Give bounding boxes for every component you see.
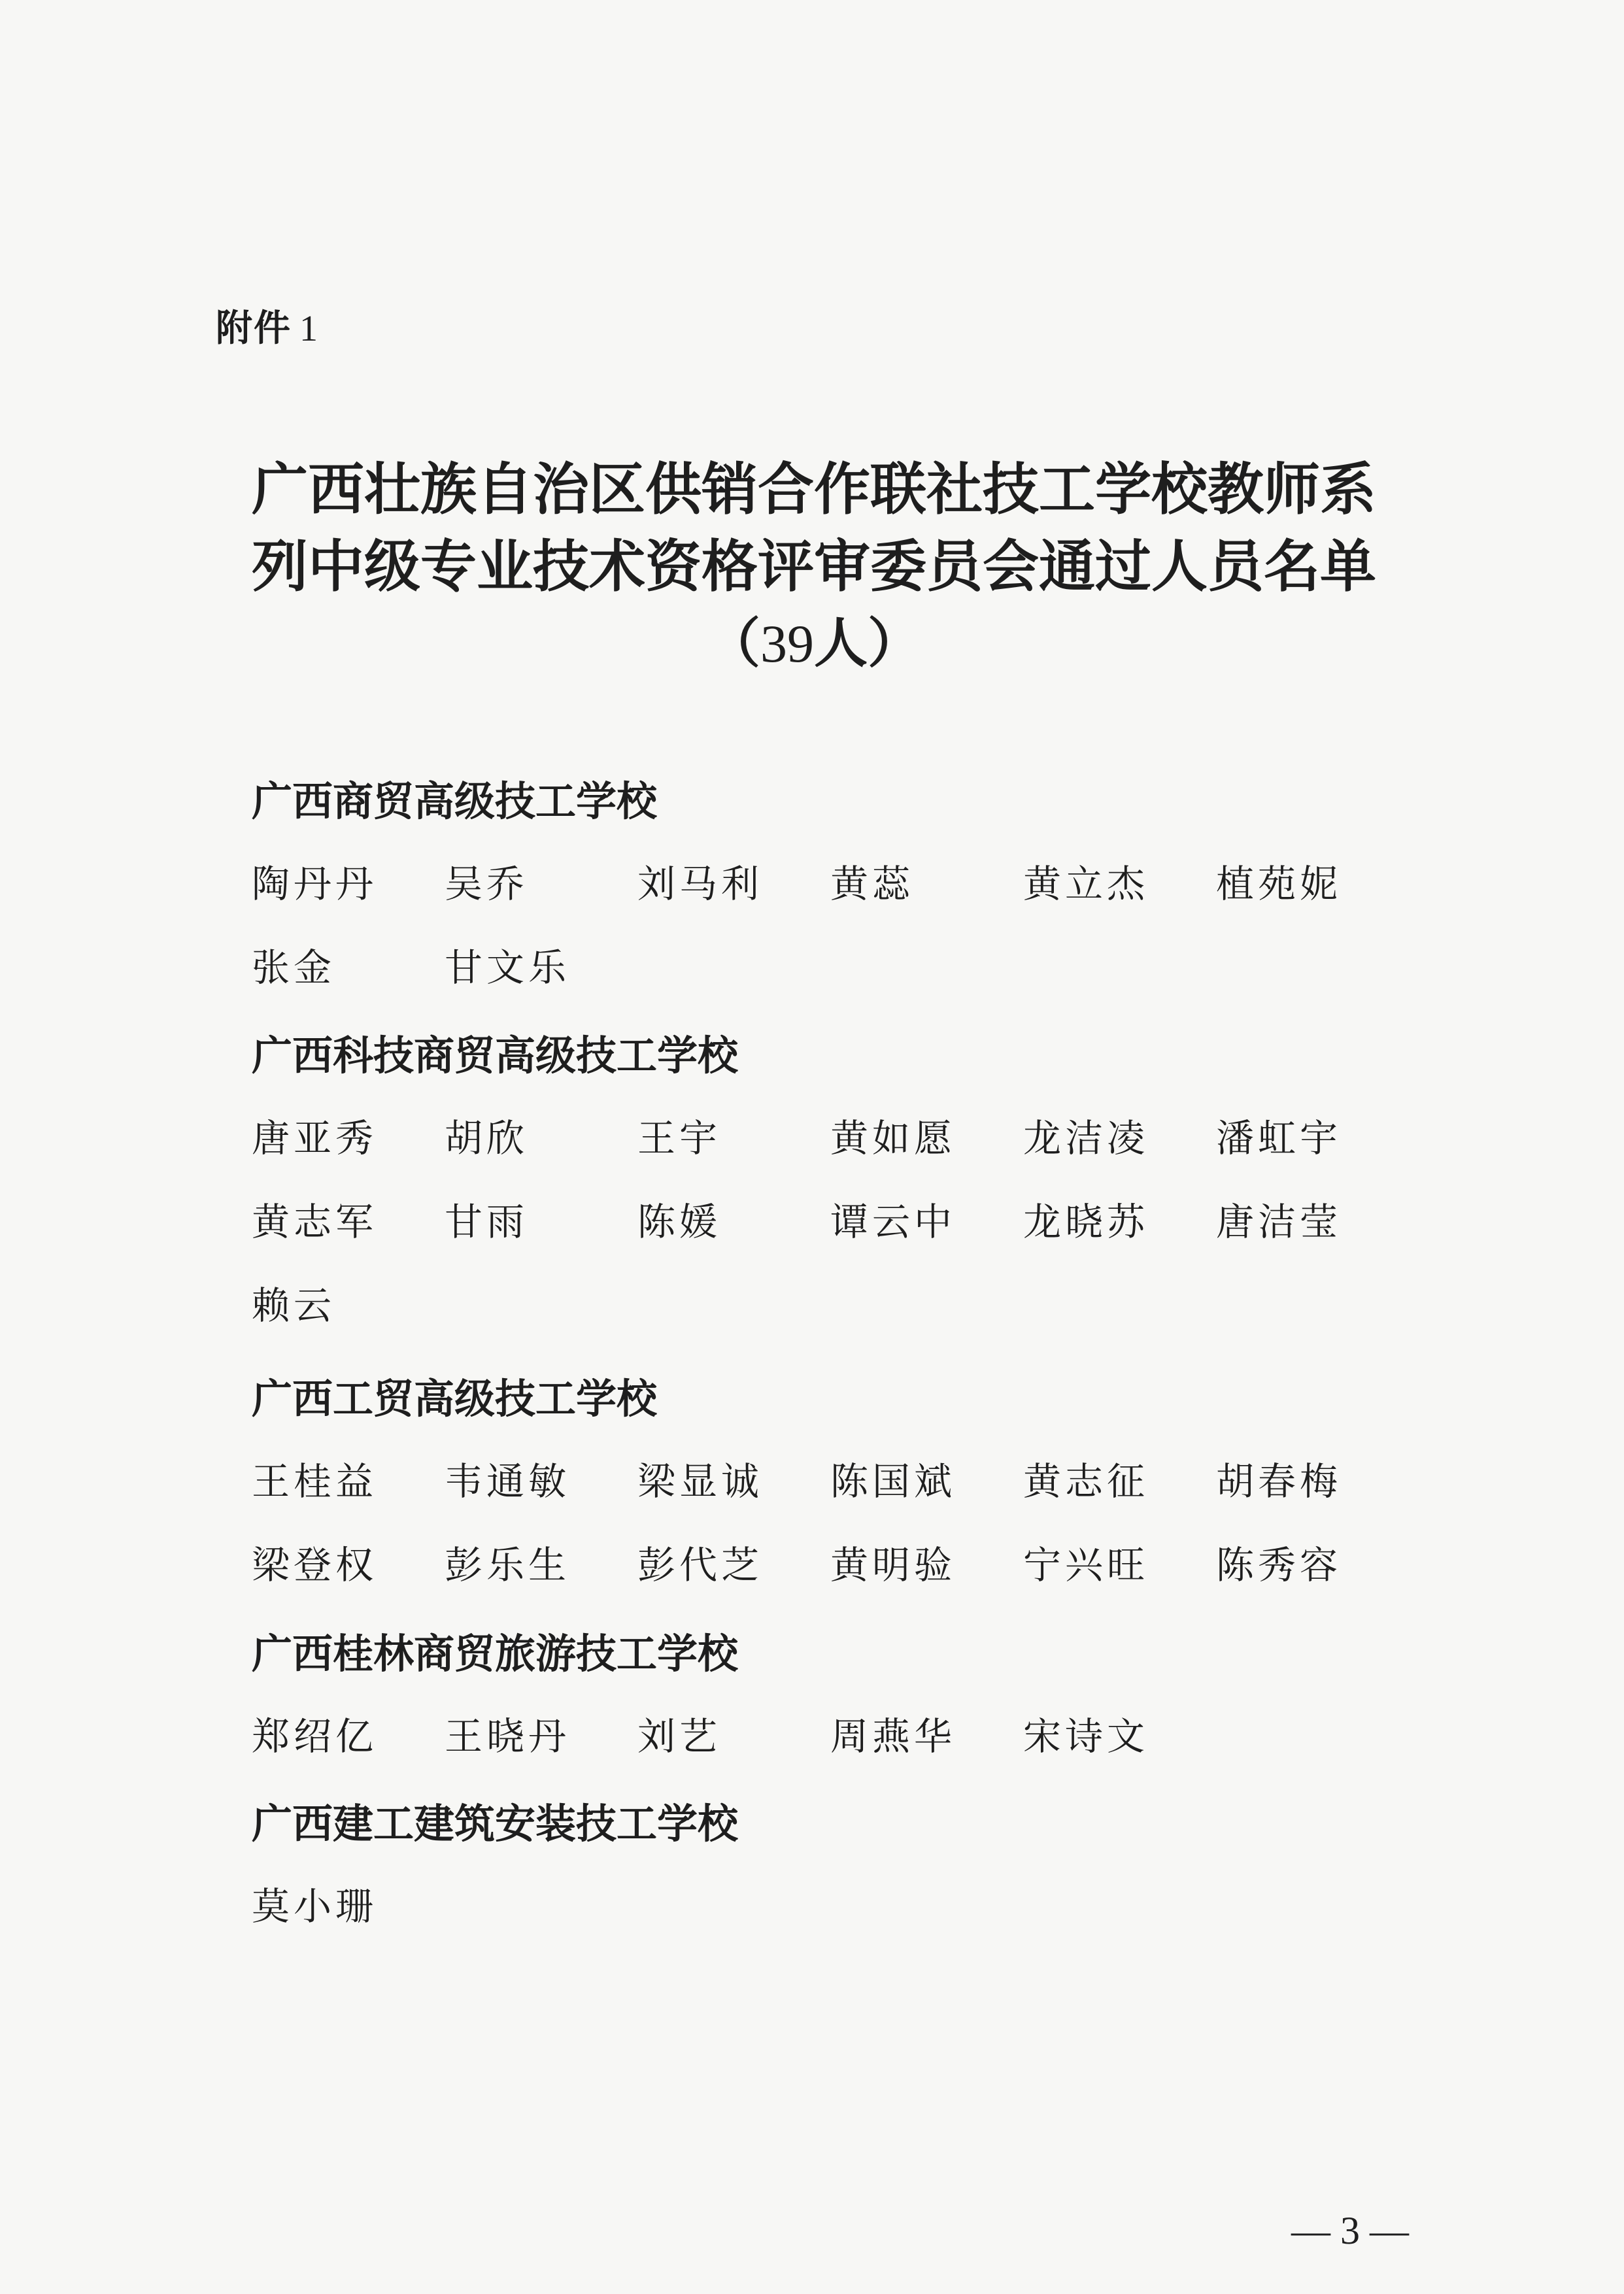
person-name: 赖云 — [252, 1283, 336, 1328]
person-name: 陈秀容 — [1216, 1543, 1342, 1587]
person-name: 陈媛 — [637, 1200, 722, 1244]
person-name: 谭云中 — [830, 1200, 956, 1244]
count-number: 39 — [760, 614, 814, 673]
person-name: 刘艺 — [637, 1714, 722, 1759]
person-name: 梁显诚 — [637, 1459, 764, 1504]
attachment-text: 附件 — [216, 307, 292, 350]
person-name: 潘虹宇 — [1216, 1116, 1342, 1160]
page-number: — 3 — — [1291, 2209, 1409, 2252]
person-name: 王宇 — [637, 1116, 722, 1160]
person-name: 宁兴旺 — [1023, 1543, 1149, 1587]
person-name: 郑绍亿 — [252, 1714, 378, 1759]
school-name: 广西桂林商贸旅游技工学校 — [252, 1630, 739, 1678]
name-list — [252, 858, 1409, 994]
person-name: 韦通敏 — [445, 1459, 571, 1504]
person-name: 宋诗文 — [1023, 1714, 1149, 1759]
person-name: 吴乔 — [445, 862, 529, 906]
person-name: 陶丹丹 — [252, 862, 378, 906]
person-name: 陈国斌 — [830, 1459, 956, 1504]
person-name: 龙洁凌 — [1023, 1116, 1149, 1160]
school-name: 广西科技商贸高级技工学校 — [252, 1032, 739, 1079]
title-line-2: 列中级专业技术资格评审委员会通过人员名单 — [252, 534, 1376, 599]
name-list — [252, 1112, 1409, 1332]
person-name: 黄如愿 — [830, 1116, 956, 1160]
school-section — [252, 775, 1409, 994]
title-line-1: 广西壮族自治区供销合作联社技工学校教师系 — [252, 457, 1376, 522]
person-name: 莫小珊 — [252, 1884, 378, 1929]
person-name: 黄明验 — [830, 1543, 956, 1587]
person-name: 胡欣 — [445, 1116, 529, 1160]
person-name: 张金 — [252, 945, 336, 990]
school-section — [252, 1628, 1409, 1763]
attachment-number: 1 — [299, 309, 319, 349]
person-name: 唐亚秀 — [252, 1116, 378, 1160]
person-name: 黄志征 — [1023, 1459, 1149, 1504]
person-name: 甘雨 — [445, 1200, 529, 1244]
person-name: 胡春梅 — [1216, 1459, 1342, 1504]
total-count — [216, 608, 1412, 680]
person-name: 彭乐生 — [445, 1543, 571, 1587]
person-name: 王晓丹 — [445, 1714, 571, 1759]
person-name: 黄蕊 — [830, 862, 915, 906]
document-title — [216, 451, 1412, 605]
school-name: 广西工贸高级技工学校 — [252, 1375, 658, 1423]
name-list — [252, 1710, 1409, 1763]
person-name: 黄立杰 — [1023, 862, 1149, 906]
person-name: 黄志军 — [252, 1200, 378, 1244]
school-section — [252, 1030, 1409, 1332]
person-name: 周燕华 — [830, 1714, 956, 1759]
school-name: 广西商贸高级技工学校 — [252, 777, 658, 825]
name-list — [252, 1455, 1409, 1591]
person-name: 王桂益 — [252, 1459, 378, 1504]
school-name: 广西建工建筑安装技工学校 — [252, 1800, 739, 1847]
count-close: 人） — [814, 613, 922, 675]
person-name: 龙晓苏 — [1023, 1200, 1149, 1244]
person-name: 刘马利 — [637, 862, 764, 906]
name-list — [252, 1880, 1409, 1932]
person-name: 唐洁莹 — [1216, 1200, 1342, 1244]
attachment-label — [216, 299, 319, 352]
school-section — [252, 1373, 1409, 1591]
person-name: 梁登权 — [252, 1543, 378, 1587]
person-name: 彭代芝 — [637, 1543, 764, 1587]
school-section — [252, 1798, 1409, 1932]
person-name: 甘文乐 — [445, 945, 571, 990]
person-name: 植苑妮 — [1216, 862, 1342, 906]
count-open: （ — [706, 613, 760, 675]
